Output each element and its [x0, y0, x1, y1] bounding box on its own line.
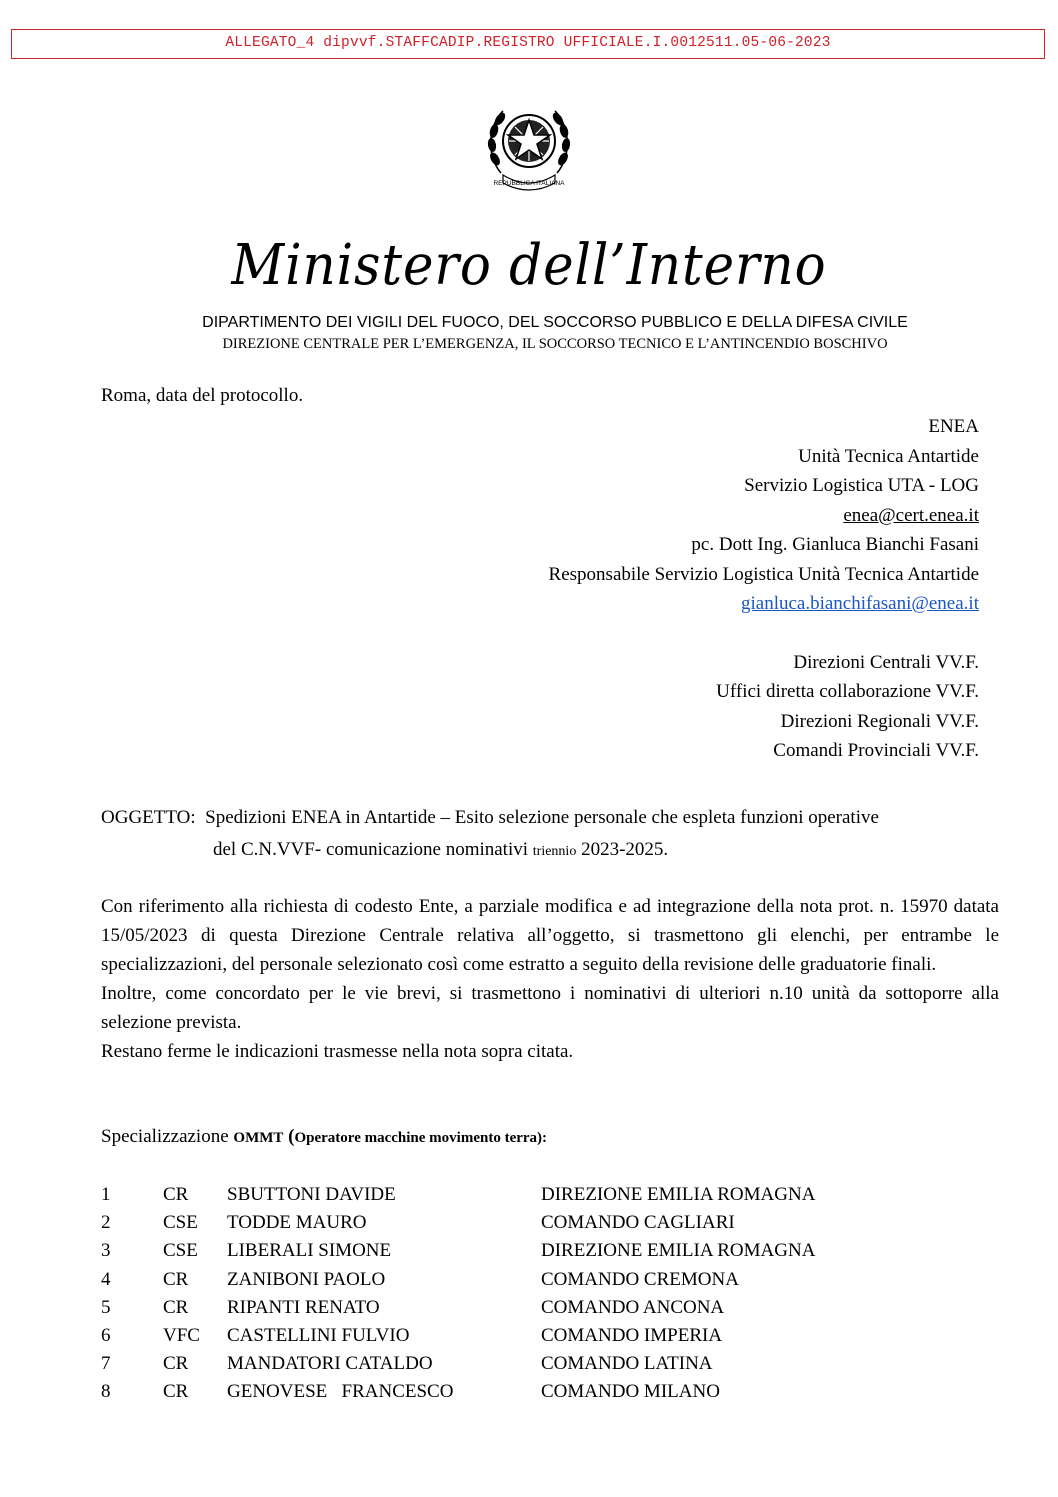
subject-line1: Spedizioni ENEA in Antartide – Esito selezione personale che espleta funzioni operative — [205, 807, 879, 828]
recipient-line: Direzioni Regionali VV.F. — [780, 710, 979, 732]
recipient-line: Comandi Provinciali VV.F. — [773, 740, 979, 761]
subject-block — [101, 802, 879, 868]
personnel-row: 4 CR ZANIBONI PAOLO COMANDO CREMONA — [101, 1268, 739, 1290]
personnel-row: 3 CSE LIBERALI SIMONE DIREZIONE EMILIA ROMAGNA — [101, 1240, 816, 1262]
recipient-line: pc. Dott Ing. Gianluca Bianchi Fasani — [691, 534, 979, 555]
personnel-row: 6 VFC CASTELLINI FULVIO COMANDO IMPERIA — [101, 1324, 723, 1346]
email-link[interactable]: gianluca.bianchifasani@enea.it — [740, 593, 979, 614]
recipient-line: Servizio Logistica UTA - LOG — [744, 475, 979, 496]
personnel-list — [101, 1184, 1001, 1410]
body-paragraph: Restano ferme le indicazioni trasmesse nella nota sopra citata. — [101, 1041, 574, 1062]
recipients-block — [549, 412, 979, 766]
personnel-row: 7 CR MANDATORI CATALDO COMANDO LATINA — [101, 1353, 713, 1375]
personnel-row: 5 CR RIPANTI RENATO COMANDO ANCONA — [101, 1296, 725, 1318]
recipient-line: Unità Tecnica Antartide — [798, 445, 979, 467]
svg-text:REPUBBLICA ITALIANA: REPUBBLICA ITALIANA — [493, 180, 565, 187]
enea-pec-link[interactable]: enea@cert.enea.it — [843, 504, 979, 526]
protocol-stamp: ALLEGATO_4 dipvvf.STAFFCADIP.REGISTRO UFFICIALE.I.0012511.05-06-2023 — [11, 29, 1045, 59]
personnel-row: 1 CR SBUTTONI DAVIDE DIREZIONE EMILIA ROMAGNA — [101, 1184, 816, 1205]
subject-line2a: del C.N.VVF- comunicazione nominativi — [213, 839, 529, 860]
italian-republic-emblem-icon — [483, 95, 575, 195]
body-text — [101, 892, 999, 1066]
body-paragraph: Inoltre, come concordato per le vie brevi, si trasmettono i nominativi di ulteriori n.10 unità da sottoporre alla selezione prevista. — [101, 983, 999, 1033]
recipient-line: ENEA — [928, 416, 979, 437]
personnel-row: 2 CSE TODDE MAURO COMANDO CAGLIARI — [101, 1212, 735, 1234]
subject-line2c: 2023-2025. — [581, 839, 669, 860]
body-paragraph: Con riferimento alla richiesta di codesto Ente, a parziale modifica e ad integrazione della nota prot. n. 15970 datata 15/05/2023 di questa Direzione Centrale relativa all’oggetto, si trasmettono gli elenchi, per entrambe le specializzazioni, del personale selezionato così come estratto a seguito della revisione delle graduatorie finali. — [101, 896, 999, 975]
department-name: DIPARTIMENTO DEI VIGILI DEL FUOCO, DEL SOCCORSO PUBBLICO E DELLA DIFESA CIVILE — [202, 314, 908, 331]
recipient-line: Responsabile Servizio Logistica Unità Tecnica Antartide — [548, 563, 979, 585]
place-date: Roma, data del protocollo. — [101, 385, 304, 406]
subject-line2b: triennio — [532, 844, 577, 859]
ministry-title: Ministero dell’Interno — [231, 233, 827, 298]
specialization-heading: Specializzazione OMMT (Operatore macchine movimento terra): — [101, 1126, 548, 1147]
recipient-line: Direzioni Centrali VV.F. — [793, 651, 979, 673]
directorate-name: DIREZIONE CENTRALE PER L’EMERGENZA, IL SOCCORSO TECNICO E L’ANTINCENDIO BOSCHIVO — [222, 336, 888, 352]
personnel-row: 8 CR GENOVESE FRANCESCO COMANDO MILANO — [101, 1381, 720, 1403]
subject-label: OGGETTO: — [101, 807, 196, 828]
recipient-line: Uffici diretta collaborazione VV.F. — [716, 681, 979, 702]
